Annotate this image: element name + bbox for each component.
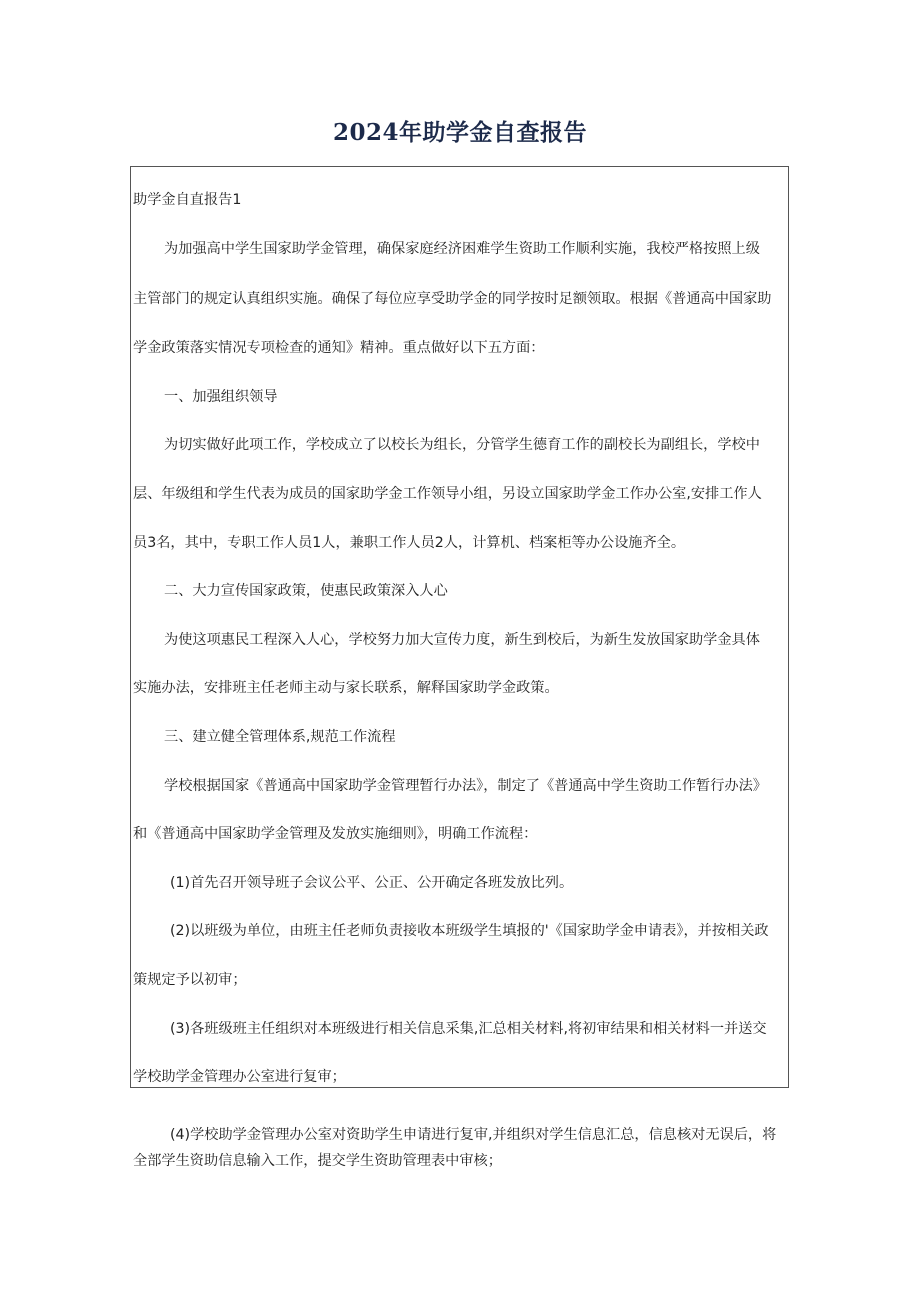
- list-item: (3)各班级班主任组织对本班级进行相关信息采集,汇总相关材料,将初审结果和相关材料一并送交: [170, 1021, 767, 1037]
- list-item-continuation: 全部学生资助信息输入工作，提交学生资助管理表中审核；: [133, 1153, 502, 1169]
- report-heading: 助学金自直报告1: [133, 192, 242, 208]
- list-item: (4)学校助学金管理办公室对资助学生申请进行复审,并组织对学生信息汇总，信息核对无误后，将: [170, 1127, 777, 1143]
- list-item: (2)以班级为单位，由班主任老师负责接收本班级学生填报的'《国家助学金申请表》，并按相关政: [170, 923, 769, 939]
- paragraph-line: 主管部门的规定认真组织实施。确保了每位应享受助学金的同学按时足额领取。根据《普通高中国家助: [133, 291, 772, 307]
- list-item-continuation: 策规定予以初审；: [133, 972, 247, 988]
- section-heading: 三、建立健全管理体系,规范工作流程: [164, 729, 396, 745]
- paragraph-line: 实施办法，安排班主任老师主动与家长联系，解释国家助学金政策。: [133, 680, 559, 696]
- paragraph-line: 为切实做好此项工作，学校成立了以校长为组长，分管学生德育工作的副校长为副组长，学校中: [164, 437, 760, 453]
- list-item-continuation: 学校助学金管理办公室进行复审；: [133, 1069, 346, 1085]
- list-item: (1)首先召开领导班子会议公平、公正、公开确定各班发放比列。: [170, 875, 574, 891]
- document-title: 2024年助学金自查报告: [332, 119, 587, 146]
- paragraph-line: 员3名，其中，专职工作人员1人，兼职工作人员2人，计算机、档案柜等办公设施齐全。: [133, 535, 686, 551]
- section-heading: 二、大力宣传国家政策，使惠民政策深入人心: [164, 583, 448, 599]
- paragraph-line: 学金政策落实情况专项检查的通知》精神。重点做好以下五方面：: [133, 340, 545, 356]
- paragraph-line: 学校根据国家《普通高中国家助学金管理暂行办法》，制定了《普通高中学生资助工作暂行办法》: [164, 778, 767, 794]
- paragraph-line: 层、年级组和学生代表为成员的国家助学金工作领导小组，另设立国家助学金工作办公室,安排工作人: [133, 486, 762, 502]
- paragraph-line: 为使这项惠民工程深入人心，学校努力加大宣传力度，新生到校后，为新生发放国家助学金具体: [164, 632, 760, 648]
- paragraph-line: 为加强高中学生国家助学金管理，确保家庭经济困难学生资助工作顺利实施，我校严格按照上级: [164, 241, 760, 257]
- paragraph-line: 和《普通高中国家助学金管理及发放实施细则》，明确工作流程：: [133, 826, 538, 842]
- section-heading: 一、加强组织领导: [164, 389, 278, 405]
